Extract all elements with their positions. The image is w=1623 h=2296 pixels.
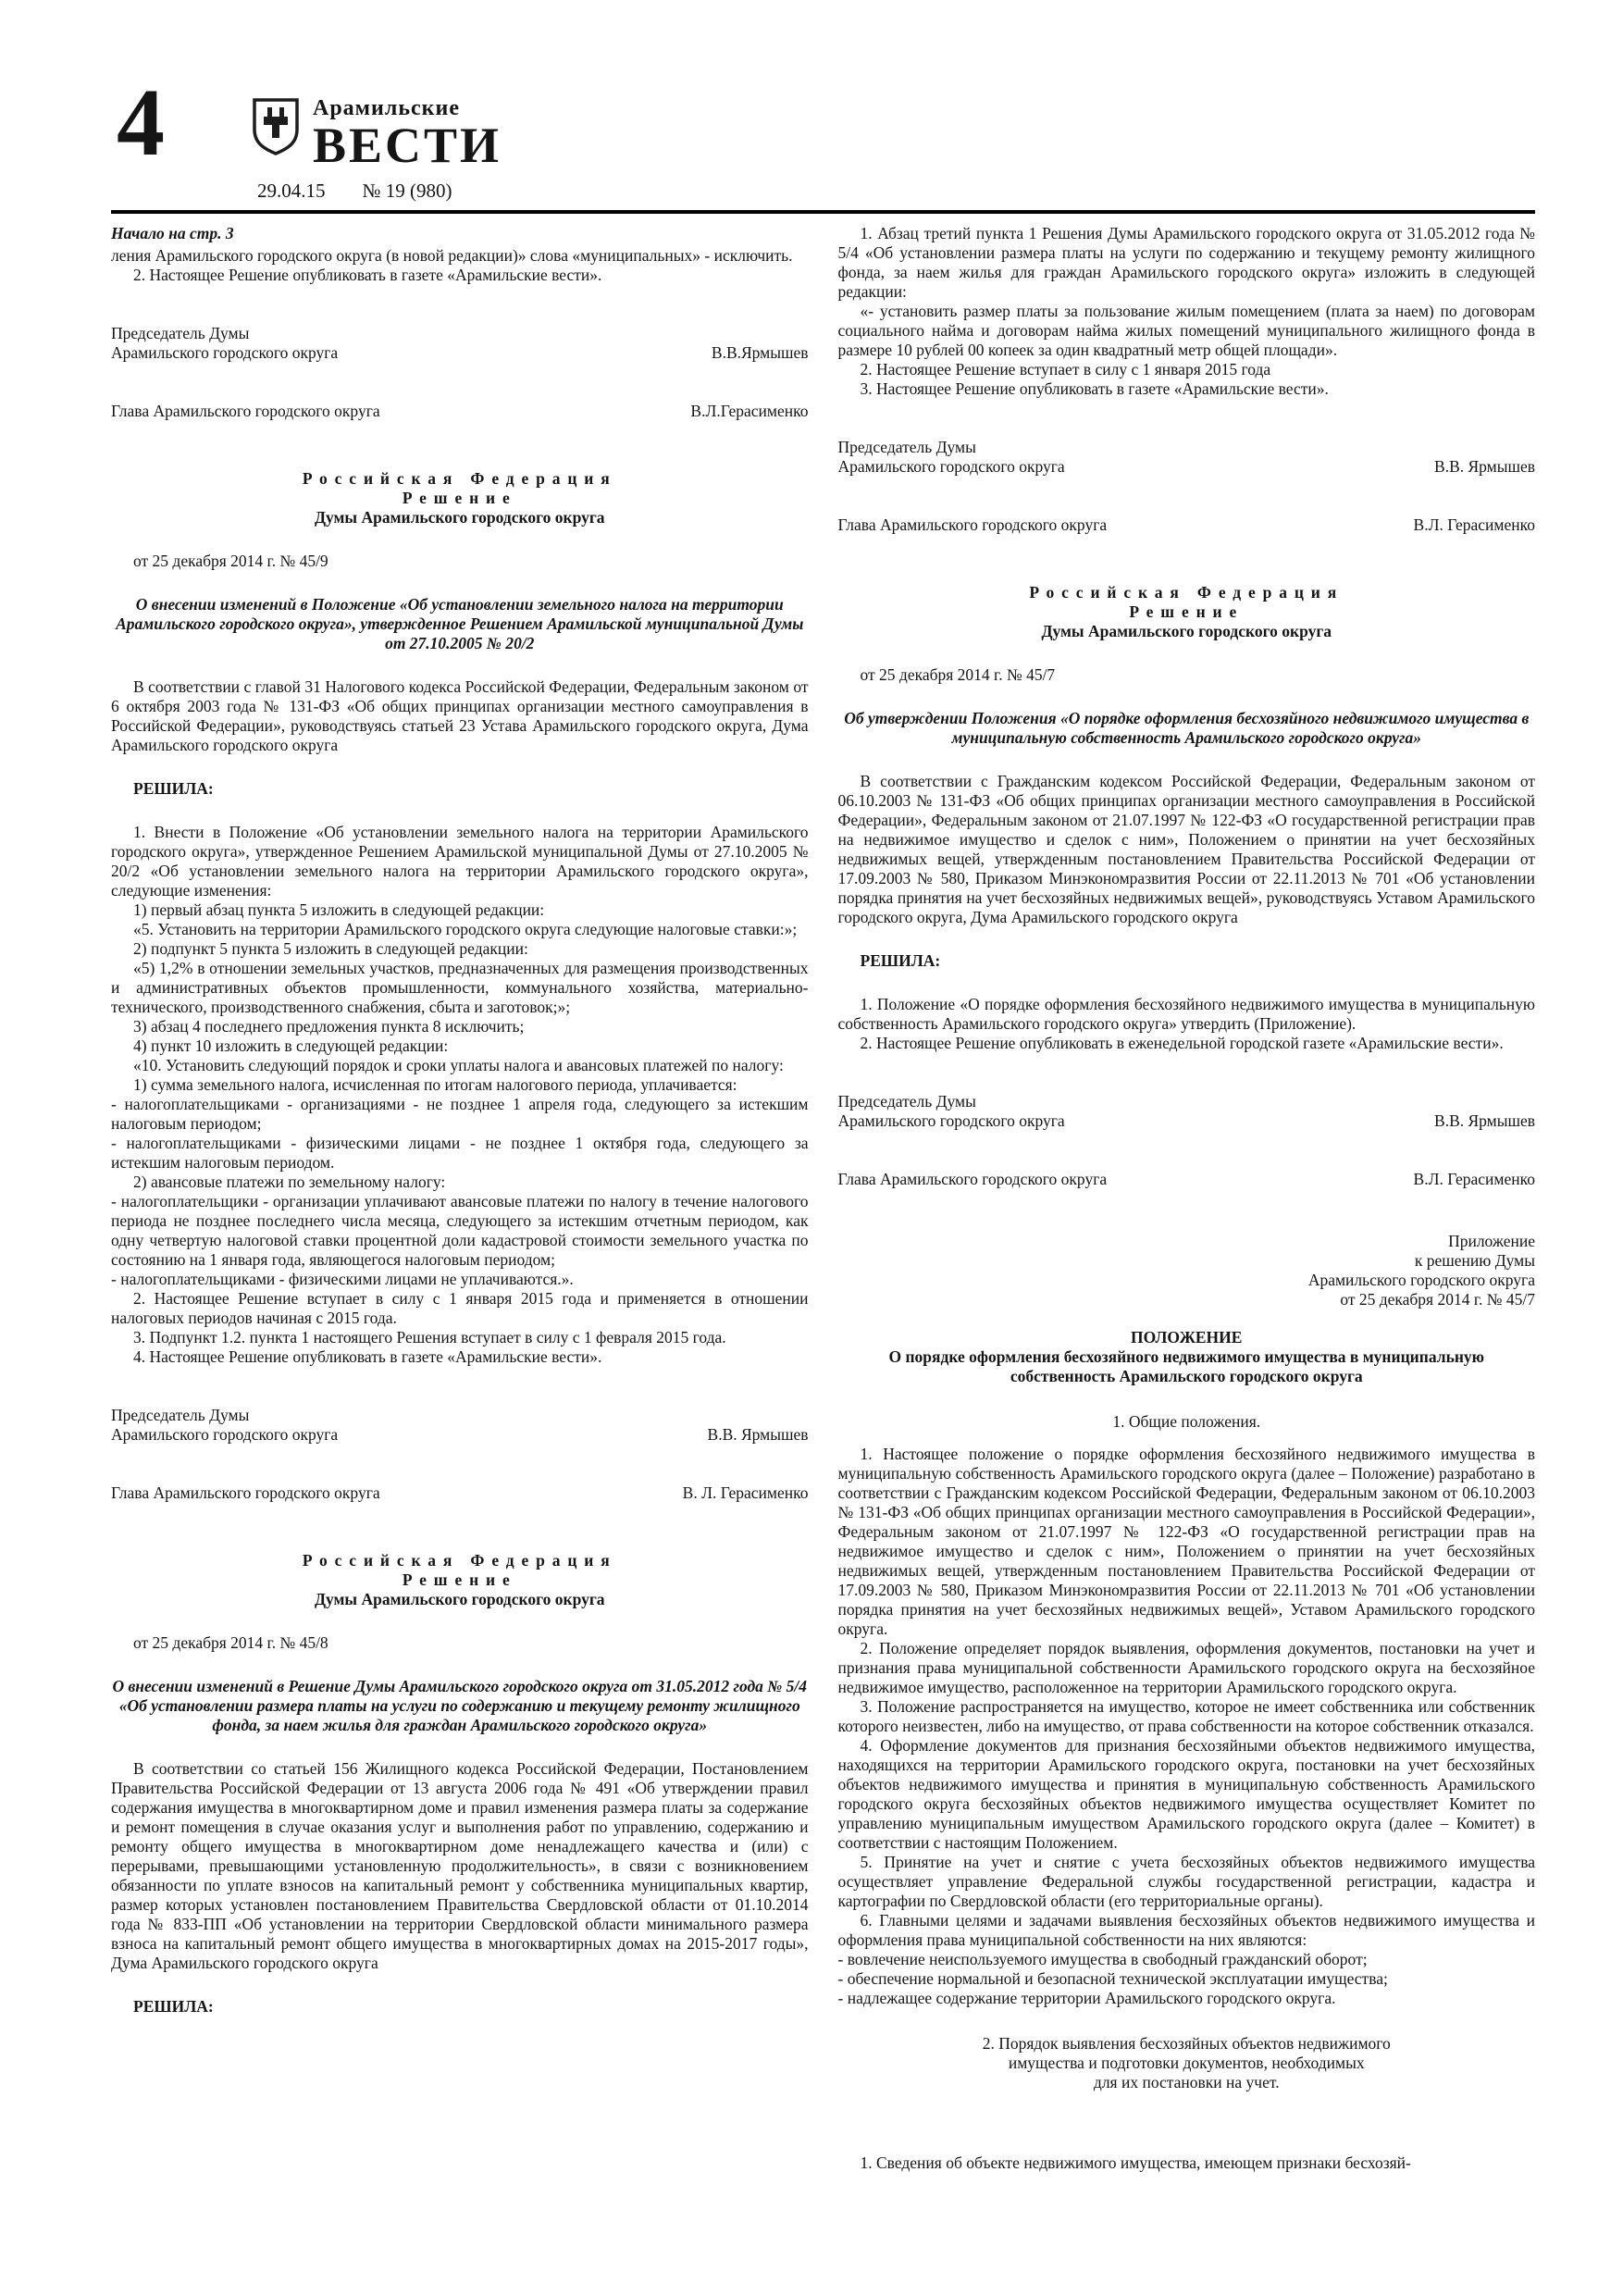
paragraph: 2) авансовые платежи по земельному налогу:	[133, 1173, 446, 1191]
section-heading-line: имущества и подготовки документов, необходимых	[1008, 2054, 1365, 2072]
paragraph: «- установить размер платы за пользование жилым помещением (плата за наем) по договорам социального найма и договорам найма жилых помещений муниципального жилищного фонда в размере 10 рублей 00 копеек за один квадратный метр общей площади».	[837, 302, 1535, 359]
signature-role: Арамильского городского округа	[837, 457, 1065, 476]
paragraph: В соответствии с главой 31 Налогового кодекса Российской Федерации, Федеральным законом от 6 октября 2003 года № 131-ФЗ «Об общих принципах организации местного самоуправления в Российской Федерации», руководствуясь статьей 23 Устава Арамильского городского округа, Дума Арамильского городского округа	[111, 677, 809, 754]
reference-line: к решению Думы	[1414, 1251, 1535, 1270]
paragraph: 4. Оформление документов для признания бесхозяйными объектов недвижимого имущества, находящихся на территории Арамильского городского округа, постановки на учет бесхозяйных объектов недвижимого имущества и принятия в муниципальную собственность Арамильского городского округа бесхозяйных объектов недвижимого имущества осуществляет Комитет по управлению муниципальным имуществом Арамильского городского округа (далее – Комитет) в соответствии с настоящим Положением.	[837, 1736, 1535, 1852]
signature-name: В.В. Ярмышев	[707, 1425, 809, 1444]
paragraph: 6. Главными целями и задачами выявления бесхозяйных объектов недвижимого имущества и оформления права муниципальной собственности на них являются:	[837, 1911, 1535, 1949]
signature-name: В.Л. Герасименко	[1413, 1170, 1535, 1188]
paper-name-small: Арамильские	[313, 96, 460, 120]
signature-row	[838, 1170, 1536, 1189]
page-header	[111, 0, 1535, 214]
paragraph: В соответствии со статьей 156 Жилищного кодекса Российской Федерации, Постановлением Правительства Российской Федерации от 13 августа 2006 года № 491 «Об утверждении правил содержания имущества в многоквартирном доме и правил изменения размера платы за содержание и ремонт помещения в случае оказания услуг и выполнения работ по управлению, содержанию и ремонту общего имущества в многоквартирном доме ненадлежащего качества и (или) с перерывами, превышающими установленную продолжительность», в связи с возникновением обязанности по уплате взносов на капитальный ремонт у собственника муниципальных квартир, размер которых установлен постановлением Правительства Свердловской области от 01.10.2014 года № 833-ПП «Об установлении на территории Свердловской области минимального размера взноса на капитальный ремонт общего имущества в многоквартирных домах на 2015-2017 годы», Дума Арамильского городского округа	[111, 1759, 809, 1972]
signature-role: Глава Арамильского городского округа	[837, 515, 1108, 534]
issue-date: 29.04.15	[257, 180, 326, 202]
paragraph: 1. Абзац третий пункта 1 Решения Думы Арамильского городского округа от 31.05.2012 года № 5/4 «Об установлении размера платы на услуги по содержанию и текущему ремонту жилищного фонда, за наем жилья для граждан Арамильского городского округа» изложить в следующей редакции:	[837, 224, 1535, 301]
coat-of-arms-icon	[250, 96, 302, 157]
heading-line-spaced: Решение	[1129, 602, 1245, 621]
signature-block	[838, 515, 1536, 535]
reference-line: Арамильского городского округа	[1307, 1271, 1535, 1289]
spacer	[838, 2105, 1536, 2153]
signature-row	[838, 1111, 1536, 1131]
signature-role: Арамильского городского округа	[837, 1111, 1065, 1130]
reference-line: от 25 декабря 2014 г. № 45/7	[1340, 1290, 1535, 1309]
signature-row	[838, 1092, 1536, 1111]
signature-block	[838, 438, 1536, 477]
paragraph: 2) подпункт 5 пункта 5 изложить в следующей редакции:	[133, 939, 528, 958]
paragraph: 3. Настоящее Решение опубликовать в газете «Арамильские вести».	[860, 379, 1329, 398]
right-column	[838, 224, 1536, 2274]
paragraph: 4. Настоящее Решение опубликовать в газете «Арамильские вести».	[133, 1347, 602, 1366]
masthead-text	[313, 96, 502, 173]
signature-role: Глава Арамильского городского округа	[837, 1170, 1108, 1188]
heading-line: Думы Арамильского городского округа	[314, 508, 605, 527]
paragraph: «5) 1,2% в отношении земельных участков, предназначенных для размещения производственных и административных объектов промышленности, коммунального хозяйства, материально-технического, производственного снабжения, сбыта и заготовок;»;	[111, 959, 809, 1016]
paragraph: 3) абзац 4 последнего предложения пункта 8 исключить;	[133, 1017, 525, 1036]
heading-line-spaced: Российская Федерация	[302, 1551, 617, 1570]
paragraph: - надлежащее содержание территории Арамильского городского округа.	[837, 1989, 1336, 2007]
signature-role: Арамильского городского округа	[111, 1425, 339, 1444]
paragraph: 2. Настоящее Решение вступает в силу с 1 января 2015 года и применяется в отношении налоговых периодов начиная с 2015 года.	[111, 1289, 809, 1327]
signature-role: Глава Арамильского городского округа	[111, 402, 380, 420]
document-heading	[111, 469, 809, 527]
reference-line: Приложение	[1448, 1232, 1535, 1250]
paragraph: - налогоплательщики - организации уплачивают авансовые платежи по налогу в течение налогового периода не позднее последнего числа месяца, следующего за истекшим отчетным периодом, как одну четвертую налоговой ставки процентной доли кадастровой стоимости земельного участка по состоянию на 1 января года, являющегося налоговым периодом;	[111, 1192, 809, 1269]
paragraph: «5. Установить на территории Арамильского городского округа следующие налоговые ставки:»;	[133, 920, 798, 938]
decision-title: О внесении изменений в Решение Думы Арамильского городского округа от 31.05.2012 года № 5/4 «Об установлении размера платы на услуги по содержанию и текущему ремонту жилищного фонда, за наем жилья для граждан Арамильского городского округа»	[112, 1677, 808, 1734]
paragraph: ления Арамильского городского округа (в новой редакции)» слова «муниципальных» - исключить.	[111, 246, 793, 265]
signature-name: В.Л. Герасименко	[1413, 515, 1535, 534]
continuation-note: Начало на стр. 3	[111, 224, 234, 242]
paragraph: 4) пункт 10 изложить в следующей редакции:	[133, 1036, 449, 1055]
resolved-label: РЕШИЛА:	[133, 779, 214, 798]
decision-date: от 25 декабря 2014 г. № 45/9	[133, 552, 328, 570]
paragraph: 1. Внести в Положение «Об установлении земельного налога на территории Арамильского городского округа», утвержденное Решением Арамильской муниципальной Думы от 27.10.2005 № 20/2 «Об установлении земельного налога на территории Арамильского городского округа», следующие изменения:	[111, 823, 809, 900]
document-heading	[838, 583, 1536, 641]
paragraph: 1) сумма земельного налога, исчисленная по итогам налогового периода, уплачивается:	[133, 1075, 737, 1094]
heading-line-spaced: Решение	[402, 1570, 517, 1589]
paragraph: 2. Настоящее Решение опубликовать в еженедельной городской газете «Арамильские вести».	[860, 1034, 1504, 1052]
paragraph: 2. Настоящее Решение опубликовать в газете «Арамильские вести».	[133, 266, 602, 284]
paragraph: 3. Подпункт 1.2. пункта 1 настоящего Решения вступает в силу с 1 февраля 2015 года.	[133, 1328, 726, 1347]
signature-block	[111, 1406, 809, 1445]
signature-role: Глава Арамильского городского округа	[111, 1483, 380, 1502]
paragraph: 3. Положение распространяется на имущество, которое не имеет собственника или собственник которого неизвестен, либо на имущество, от права собственности на которое собственник отказался.	[837, 1697, 1535, 1735]
paragraph: - вовлечение неиспользуемого имущества в свободный гражданский оборот;	[837, 1950, 1368, 1968]
signature-block	[111, 402, 809, 421]
heading-line-spaced: Российская Федерация	[1029, 583, 1344, 602]
paragraph: 1. Сведения об объекте недвижимого имущества, имеющем признаки бесхозяй-	[860, 2153, 1411, 2172]
heading-line: Думы Арамильского городского округа	[1041, 622, 1332, 640]
paragraph: 1. Положение «О порядке оформления бесхозяйного недвижимого имущества в муниципальную собственность Арамильского городского округа» утвердить (Приложение).	[837, 995, 1535, 1033]
signature-row	[111, 1483, 809, 1503]
signature-role: Председатель Думы	[111, 324, 250, 342]
paragraph: 5. Принятие на учет и снятие с учета бесхозяйных объектов недвижимого имущества осуществляет управление Федеральной службы государственной регистрации, кадастра и картографии по Свердловской области (его территориальные органы).	[837, 1853, 1535, 1910]
resolved-label: РЕШИЛА:	[860, 951, 941, 970]
heading-line-spaced: Решение	[402, 489, 517, 507]
paragraph: 2. Настоящее Решение вступает в силу с 1 января 2015 года	[860, 360, 1271, 379]
decision-title: Об утверждении Положения «О порядке оформления бесхозяйного недвижимого имущества в муниципальную собственность Арамильского городского округа»	[844, 709, 1530, 747]
signature-row	[838, 515, 1536, 535]
section-heading-line: для их постановки на учет.	[1093, 2073, 1280, 2091]
paragraph: 1) первый абзац пункта 5 изложить в следующей редакции:	[133, 900, 545, 919]
masthead	[250, 96, 502, 173]
paragraph: 1. Настоящее положение о порядке оформления бесхозяйного недвижимого имущества в муниципальную собственность Арамильского городского округа (далее – Положение) разработано в соответствии с Гражданским кодексом Российской Федерации, Федеральным законом от 06.10.2003 № 131-ФЗ «Об общих принципах организации местного самоуправления в Российской Федерации», Федеральным законом от 21.07.1997 № 122-ФЗ «О государственной регистрации прав на недвижимое имущество и сделок с ним», Положением о принятии на учет бесхозяйных недвижимых вещей, утвержденным постановлением Правительства Российской Федерации от 17.09.2003 № 580, Приказом Минэкономразвития России от 22.11.2013 № 701 «Об установлении порядка принятия на учет бесхозяйных недвижимых вещей», Уставом Арамильского городского округа.	[837, 1445, 1535, 1638]
paragraph: - налогоплательщиками - физическими лицами - не позднее 1 октября года, следующего за истекшим налоговым периодом.	[111, 1134, 809, 1172]
paper-name-main: ВЕСТИ	[313, 118, 502, 173]
decision-date: от 25 декабря 2014 г. № 45/8	[133, 1633, 328, 1652]
left-column	[111, 224, 809, 2274]
signature-block	[838, 1092, 1536, 1131]
article-columns	[111, 224, 1535, 2274]
issue-number: № 19 (980)	[362, 180, 452, 202]
signature-block	[111, 324, 809, 363]
signature-name: В.Л.Герасименко	[690, 402, 809, 420]
section-heading-line: 1. Общие положения.	[1112, 1412, 1261, 1431]
signature-row	[838, 438, 1536, 457]
document-heading	[111, 1551, 809, 1609]
section-heading	[838, 2034, 1536, 2092]
paragraph: - налогоплательщиками - физическими лицами не уплачиваются.».	[111, 1270, 574, 1288]
signature-role: Арамильского городского округа	[111, 343, 339, 362]
signature-block	[111, 1483, 809, 1503]
heading-line: Думы Арамильского городского округа	[314, 1590, 605, 1608]
header-rule	[111, 210, 1535, 214]
heading-line-spaced: Российская Федерация	[302, 469, 617, 488]
signature-row	[111, 402, 809, 421]
signature-row	[111, 1425, 809, 1445]
signature-role: Председатель Думы	[837, 1092, 976, 1111]
section-title	[838, 1328, 1536, 1386]
paragraph: В соответствии с Гражданским кодексом Российской Федерации, Федеральным законом от 06.10.2003 № 131-ФЗ «Об общих принципах организации местного самоуправления в Российской Федерации», Федеральным законом от 21.07.1997 № 122-ФЗ «О государственной регистрации прав на недвижимое имущество и сделок с ним», Положением о принятии на учет бесхозяйных недвижимых вещей, утвержденным постановлением Правительства Российской Федерации от 17.09.2003 № 580, Приказом Минэкономразвития России от 22.11.2013 № 701 «Об установлении порядка принятия на учет бесхозяйных недвижимых вещей», руководствуясь Уставом Арамильского городского округа, Дума Арамильского городского округа	[837, 772, 1535, 926]
signature-row	[111, 1406, 809, 1425]
signature-role: Председатель Думы	[837, 438, 976, 456]
signature-block	[838, 1170, 1536, 1189]
signature-role: Председатель Думы	[111, 1406, 250, 1424]
section-title-line: ПОЛОЖЕНИЕ	[1131, 1328, 1243, 1347]
decision-title: О внесении изменений в Положение «Об установлении земельного налога на территории Арамильского городского округа», утвержденное Решением Арамильской муниципальной Думы от 27.10.2005 № 20/2	[116, 595, 804, 652]
page-number: 4	[117, 69, 165, 176]
date-line	[257, 180, 452, 203]
signature-name: В. Л. Герасименко	[682, 1483, 809, 1502]
section-heading-line: 2. Порядок выявления бесхозяйных объектов недвижимого	[982, 2034, 1391, 2053]
signature-row	[111, 324, 809, 343]
resolved-label: РЕШИЛА:	[133, 1997, 214, 2016]
signature-row	[111, 343, 809, 363]
signature-row	[838, 457, 1536, 477]
signature-name: В.В.Ярмышев	[711, 343, 809, 362]
paragraph: - обеспечение нормальной и безопасной технической эксплуатации имущества;	[837, 1969, 1388, 1988]
paragraph: 2. Положение определяет порядок выявления, оформления документов, постановки на учет и признания права муниципальной собственности Арамильского городского округа на бесхозяйное недвижимое имущество, расположенное на территории Арамильского городского округа.	[837, 1639, 1535, 1696]
appendix-reference	[838, 1232, 1536, 1309]
signature-name: В.В. Ярмышев	[1434, 457, 1535, 476]
section-title-line: О порядке оформления бесхозяйного недвижимого имущества в муниципальную собственность Арамильского городского округа	[888, 1347, 1485, 1385]
paragraph: «10. Установить следующий порядок и сроки уплаты налога и авансовых платежей по налогу:	[133, 1056, 784, 1074]
decision-date: от 25 декабря 2014 г. № 45/7	[860, 665, 1056, 684]
paragraph: - налогоплательщиками - организациями - не позднее 1 апреля года, следующего за истекшим налоговым периодом;	[111, 1095, 809, 1133]
section-heading	[838, 1412, 1536, 1432]
signature-name: В.В. Ярмышев	[1434, 1111, 1535, 1130]
